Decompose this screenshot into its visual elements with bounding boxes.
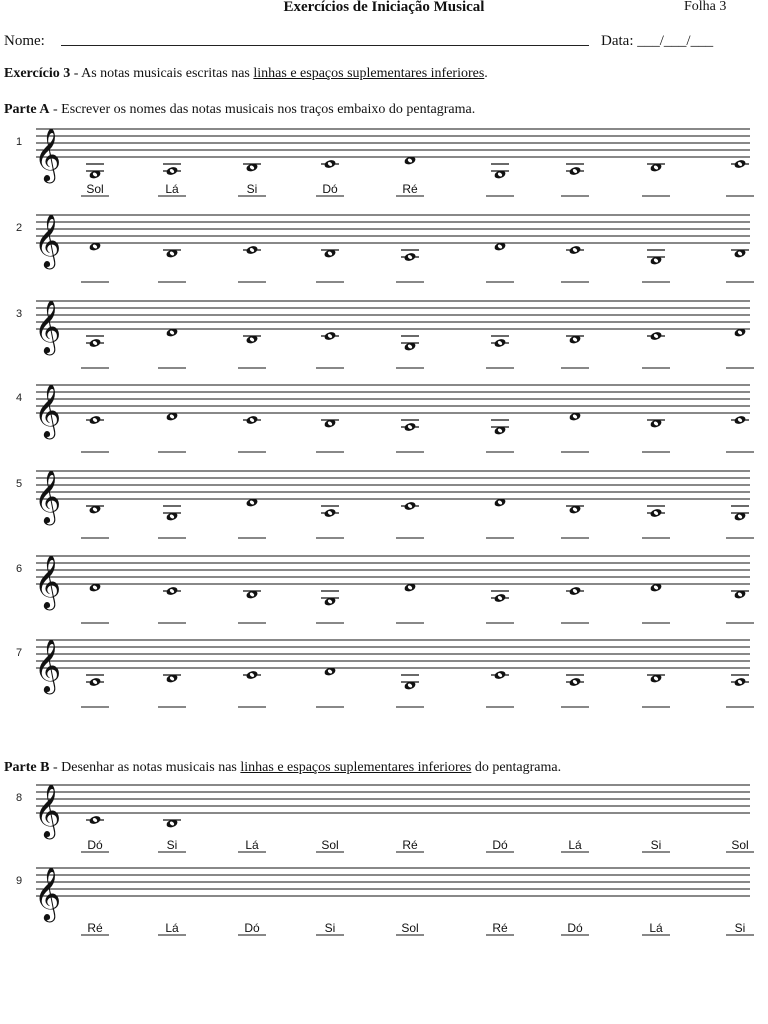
note-sol — [647, 250, 665, 266]
note-si — [647, 162, 665, 172]
note-dó — [401, 501, 419, 511]
staff-number: 5 — [16, 478, 23, 490]
staff-2 — [16, 213, 754, 282]
part-a-label: Parte A — [4, 102, 50, 117]
note-lá — [566, 675, 584, 687]
staff-number: 9 — [16, 875, 23, 887]
note-lá — [647, 506, 665, 518]
treble-clef-icon: 𝄞 — [34, 638, 62, 692]
note-sol — [163, 506, 181, 522]
note-sol — [86, 164, 104, 180]
answer-text: Si — [734, 921, 746, 935]
note-si — [163, 818, 181, 828]
staff-number: 1 — [16, 136, 23, 148]
answer-text: Ré — [402, 182, 418, 196]
staff-7 — [16, 638, 754, 707]
staff-number: 2 — [16, 222, 23, 234]
note-si — [731, 248, 749, 258]
note-dó — [163, 586, 181, 596]
answer-text: Ré — [87, 921, 103, 935]
exercise-instruction: Exercício 3 - As notas musicais escritas nas linhas e espaços suplementares inferiores. — [4, 66, 488, 81]
note-dó — [321, 331, 339, 341]
note-si — [86, 504, 104, 514]
part-b-label: Parte B — [4, 760, 50, 775]
staff-9 — [16, 866, 754, 935]
staff-5 — [16, 469, 754, 538]
note-dó — [321, 159, 339, 169]
note-si — [163, 248, 181, 258]
answer-text: Lá — [568, 838, 582, 852]
note-dó — [731, 159, 749, 169]
answer-text: Lá — [649, 921, 663, 935]
note-lá — [401, 420, 419, 432]
note-sol — [731, 506, 749, 522]
note-lá — [491, 336, 509, 348]
note-si — [243, 162, 261, 172]
exercise-label: Exercício 3 — [4, 66, 71, 81]
note-dó — [243, 670, 261, 680]
note-sol — [491, 420, 509, 436]
answer-text: Si — [246, 182, 258, 196]
note-dó — [243, 245, 261, 255]
note-dó — [491, 670, 509, 680]
note-dó — [243, 415, 261, 425]
staff-4 — [16, 383, 754, 452]
treble-clef-icon: 𝄞 — [34, 127, 62, 181]
treble-clef-icon: 𝄞 — [34, 554, 62, 608]
note-lá — [731, 675, 749, 687]
note-lá — [566, 164, 584, 176]
staff-number: 4 — [16, 392, 23, 404]
answer-text: Sol — [321, 838, 339, 852]
note-si — [243, 334, 261, 344]
note-dó — [86, 415, 104, 425]
date-field[interactable]: Data: ___/___/___ — [601, 33, 714, 49]
part-b-instruction: Parte B - Desenhar as notas musicais nas linhas e espaços suplementares inferiores do pentagrama. — [4, 760, 562, 775]
treble-clef-icon: 𝄞 — [34, 469, 62, 523]
answer-text: Sol — [401, 921, 419, 935]
note-lá — [401, 250, 419, 262]
staff-6 — [16, 554, 754, 623]
note-si — [647, 418, 665, 428]
treble-clef-icon: 𝄞 — [34, 213, 62, 267]
note-lá — [491, 591, 509, 603]
note-sol — [321, 591, 339, 607]
note-si — [243, 589, 261, 599]
note-si — [647, 673, 665, 683]
note-sol — [401, 675, 419, 691]
note-si — [163, 673, 181, 683]
note-dó — [566, 586, 584, 596]
name-label: Nome: — [4, 33, 45, 49]
answer-text: Ré — [492, 921, 508, 935]
answer-text: Si — [324, 921, 336, 935]
note-si — [321, 248, 339, 258]
answer-text: Dó — [492, 838, 508, 852]
answer-text: Lá — [165, 182, 179, 196]
staff-number: 7 — [16, 647, 23, 659]
answer-text: Dó — [244, 921, 260, 935]
note-sol — [491, 164, 509, 180]
note-sol — [401, 336, 419, 352]
answer-text: Dó — [87, 838, 103, 852]
staff-number: 8 — [16, 792, 23, 804]
treble-clef-icon: 𝄞 — [34, 299, 62, 353]
treble-clef-icon: 𝄞 — [34, 866, 62, 920]
note-si — [566, 504, 584, 514]
answer-text: Lá — [245, 838, 259, 852]
note-dó — [86, 815, 104, 825]
answer-text: Dó — [322, 182, 338, 196]
sheet-number: Folha 3 — [684, 0, 727, 14]
treble-clef-icon: 𝄞 — [34, 783, 62, 837]
note-si — [321, 418, 339, 428]
note-dó — [566, 245, 584, 255]
note-lá — [321, 506, 339, 518]
answer-text: Dó — [567, 921, 583, 935]
note-lá — [86, 675, 104, 687]
answer-text: Si — [650, 838, 662, 852]
staff-1 — [16, 127, 754, 196]
answer-text: Sol — [86, 182, 104, 196]
treble-clef-icon: 𝄞 — [34, 383, 62, 437]
answer-text: Lá — [165, 921, 179, 935]
note-si — [731, 589, 749, 599]
page-title: Exercícios de Iniciação Musical — [283, 0, 485, 15]
staff-3 — [16, 299, 754, 368]
answer-text: Sol — [731, 838, 749, 852]
note-dó — [731, 415, 749, 425]
staff-number: 3 — [16, 308, 23, 320]
note-si — [566, 334, 584, 344]
answer-text: Ré — [402, 838, 418, 852]
note-lá — [86, 336, 104, 348]
answer-text: Si — [166, 838, 178, 852]
note-lá — [163, 164, 181, 176]
part-a-instruction: Parte A - Escrever os nomes das notas musicais nos traços embaixo do pentagrama. — [4, 102, 476, 117]
note-dó — [647, 331, 665, 341]
staff-number: 6 — [16, 563, 23, 575]
staff-8 — [16, 783, 754, 852]
